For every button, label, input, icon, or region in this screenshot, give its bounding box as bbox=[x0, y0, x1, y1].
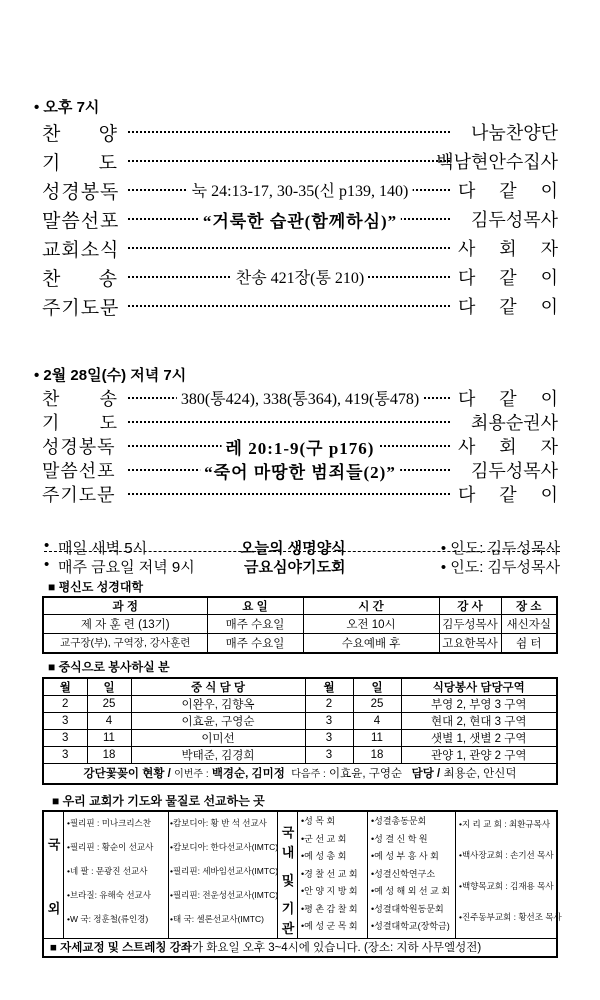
program-label: 말씀선포 bbox=[42, 461, 116, 481]
list-item: •예 성 해 외 선 교 회 bbox=[371, 886, 451, 896]
program-row bbox=[42, 235, 558, 261]
list-item: •필리핀: 전운성선교사(IMTC) bbox=[170, 890, 279, 900]
wednesday-heading: • 2월 28일(수) 저녁 7시 bbox=[34, 367, 187, 384]
program-detail: 380(통424), 338(통364), 419(통478) bbox=[177, 386, 423, 409]
list-item: •백향목교회 : 김재용 목사 bbox=[459, 881, 554, 891]
program-label: 찬 양 bbox=[42, 124, 118, 145]
service-heading: ■ 중식으로 봉사하실 분 bbox=[48, 660, 170, 674]
list-item: •브라질: 유해숙 선교사 bbox=[67, 890, 151, 900]
leader-dots bbox=[128, 159, 450, 162]
program-row bbox=[42, 264, 558, 290]
mission-box bbox=[42, 810, 562, 958]
list-item: •필리핀 : 황순이 선교사 bbox=[67, 842, 154, 852]
program-leader: 김두성목사 bbox=[471, 461, 558, 481]
list-item: •성결총동문회 bbox=[371, 816, 427, 826]
college-table bbox=[42, 596, 558, 654]
list-item: •캄보디아: 황 반 석 선교사 bbox=[170, 818, 267, 828]
table-row: 3 11 이미선 3 11 샛별 1, 샛별 2 구역 bbox=[43, 730, 557, 747]
program-detail: 레 20:1-9(구 p176) bbox=[222, 434, 379, 459]
program-label: 성경봉독 bbox=[42, 182, 120, 203]
notice: ■ 자세교정 및 스트레칭 강좌가 화요일 오후 3~4시에 있습니다. (장소: 지하 사무엘성전) bbox=[44, 938, 556, 956]
program-row bbox=[42, 206, 558, 232]
program-label: 찬 송 bbox=[42, 269, 118, 290]
table-row: 교구장(부), 구역장, 강사훈련 매주 수요일 수요예배 후 고요한목사 쉼 터 bbox=[43, 634, 557, 653]
college-header: 요 일 bbox=[207, 597, 303, 615]
list-item: •필리핀 : 미나크리스찬 bbox=[67, 818, 151, 828]
table-row: 3 18 박태준, 김경희 3 18 관양 1, 관양 2 구역 bbox=[43, 747, 557, 764]
list-item: •네 팔 : 문광진 선교사 bbox=[67, 866, 148, 876]
program-leader: 김두성목사 bbox=[471, 210, 558, 230]
program-row bbox=[42, 177, 558, 203]
daily-divider bbox=[44, 551, 560, 552]
program-row bbox=[42, 433, 558, 459]
list-item: •예 성 총 회 bbox=[301, 851, 347, 861]
program-leader: 나눔찬양단 bbox=[471, 123, 558, 143]
program-leader: 백남현안수집사 bbox=[436, 152, 558, 172]
list-item: •안 양 지 방 회 bbox=[301, 886, 358, 896]
program-leader: 다 같 이 bbox=[458, 268, 558, 288]
program-label: 주기도문 bbox=[42, 298, 120, 319]
leader-dots bbox=[128, 420, 450, 423]
program-detail: “죽어 마땅한 범죄들(2)” bbox=[200, 458, 400, 483]
list-item: •지 리 교 회 : 최환규목사 bbox=[459, 819, 551, 829]
college-heading: ■ 평신도 성경대학 bbox=[48, 580, 144, 594]
leader-dots bbox=[128, 130, 450, 133]
service-table: 월 일 중 식 담 당 월 일 식당봉사 담당구역 2 25 이완우, 김향옥 2 25 부영 2, 부영 3 구역 3 4 이효윤, 구영순 3 4 현대 2, 현대 3 구역 3 11 이미선 3 11 샛별 1, 샛별 2 구역 3 18 박태준, 김경희 3 18 관양 1, 관양 2 구역 강단꽃꽂이 현황 / 이번주 : 백경순, 김미정 다음주 : 이효윤, 구영순 담당 / 최용순, 안신덕 bbox=[42, 677, 558, 785]
program-leader: 다 같 이 bbox=[458, 389, 558, 409]
domestic-list-a bbox=[298, 812, 368, 938]
leader-dots bbox=[128, 492, 450, 495]
flower-row: 강단꽃꽂이 현황 / 이번주 : 백경순, 김미정 다음주 : 이효윤, 구영순 담당 / 최용순, 안신덕 bbox=[43, 764, 557, 784]
program-label: 주기도문 bbox=[42, 485, 116, 505]
college-header: 과 정 bbox=[43, 597, 207, 615]
program-row bbox=[42, 481, 558, 507]
list-item: •평 촌 감 찰 회 bbox=[301, 903, 358, 914]
program-label: 기 도 bbox=[42, 153, 118, 174]
program-row bbox=[42, 457, 558, 483]
table-row: 2 25 이완우, 김향옥 2 25 부영 2, 부영 3 구역 bbox=[43, 696, 557, 713]
program-leader: 사 회 자 bbox=[458, 437, 558, 457]
program-leader: 최용순권사 bbox=[471, 413, 558, 433]
program-detail: “거룩한 습관(함께하심)” bbox=[199, 207, 401, 232]
leader-dots bbox=[128, 246, 450, 249]
list-item: •예 성 부 흥 사 회 bbox=[371, 851, 439, 861]
program-label: 기 도 bbox=[42, 413, 118, 433]
program-label: 성경봉독 bbox=[42, 437, 116, 457]
program-label: 말씀선포 bbox=[42, 211, 120, 232]
college-header: 시 간 bbox=[303, 597, 439, 615]
daily-services bbox=[44, 537, 560, 575]
program-leader: 다 같 이 bbox=[458, 485, 558, 505]
list-item: •성결대학교(장학금) bbox=[371, 921, 450, 931]
list-item: •예 성 군 목 회 bbox=[301, 921, 358, 931]
list-item: •경 찰 선 교 회 bbox=[301, 868, 358, 879]
daily-row-dawn: • 매일 새벽 5시 오늘의 생명양식 • 인도: 김두성목사 bbox=[44, 537, 560, 557]
table-row: 제 자 훈 련 (13기) 매주 수요일 오전 10시 김두성목사 새신자실 bbox=[43, 615, 557, 634]
list-item: •성결대학원동문회 bbox=[371, 903, 444, 914]
list-item: •태 국: 셀론선교사(IMTC) bbox=[170, 914, 264, 924]
program-label: 교회소식 bbox=[42, 240, 120, 261]
domestic-list-b bbox=[368, 812, 456, 938]
list-item: •진주동부교회 : 황선조 목사 bbox=[459, 912, 562, 922]
domestic-list-c bbox=[456, 812, 562, 938]
abroad-label: 국 외 bbox=[44, 812, 64, 938]
program-row bbox=[42, 119, 558, 145]
list-item: •성 목 회 bbox=[301, 816, 336, 826]
program-row bbox=[42, 148, 558, 174]
program-row bbox=[42, 409, 558, 435]
daily-row-friday: • 매주 금요일 저녁 9시 금요심야기도회 • 인도: 김두성목사 bbox=[44, 556, 560, 576]
program-row bbox=[42, 293, 558, 319]
list-item: •백사장교회 : 손기선 목사 bbox=[459, 850, 554, 860]
evening-heading: • 오후 7시 bbox=[34, 99, 100, 116]
program-row bbox=[42, 385, 558, 411]
list-item: •캄보디아: 한다선교사(IMTC) bbox=[170, 842, 279, 852]
program-leader: 사 회 자 bbox=[458, 239, 558, 259]
abroad-list bbox=[64, 812, 278, 938]
list-item: •필리핀: 세바임선교사(IMTC) bbox=[170, 866, 279, 876]
program-leader: 다 같 이 bbox=[458, 181, 558, 201]
list-item: •W 국: 정훈철(류인경) bbox=[67, 914, 149, 924]
list-item: •성결신학연구소 bbox=[371, 868, 436, 879]
college-header: 장 소 bbox=[501, 597, 557, 615]
program-label: 찬 송 bbox=[42, 389, 118, 409]
domestic-label: 국 내 및 기 관 bbox=[278, 812, 298, 938]
program-leader: 다 같 이 bbox=[458, 297, 558, 317]
column-divider bbox=[168, 812, 169, 938]
program-detail: 찬송 421장(통 210) bbox=[232, 265, 368, 288]
mission-heading: ■ 우리 교회가 기도와 물질로 선교하는 곳 bbox=[52, 794, 265, 808]
college-header: 강 사 bbox=[439, 597, 501, 615]
program-detail: 눅 24:13-17, 30-35(신 p139, 140) bbox=[188, 178, 413, 201]
list-item: •성 결 신 학 원 bbox=[371, 833, 428, 844]
leader-dots bbox=[128, 304, 450, 307]
list-item: •군 선 교 회 bbox=[301, 833, 347, 844]
table-row: 3 4 이효윤, 구영순 3 4 현대 2, 현대 3 구역 bbox=[43, 713, 557, 730]
